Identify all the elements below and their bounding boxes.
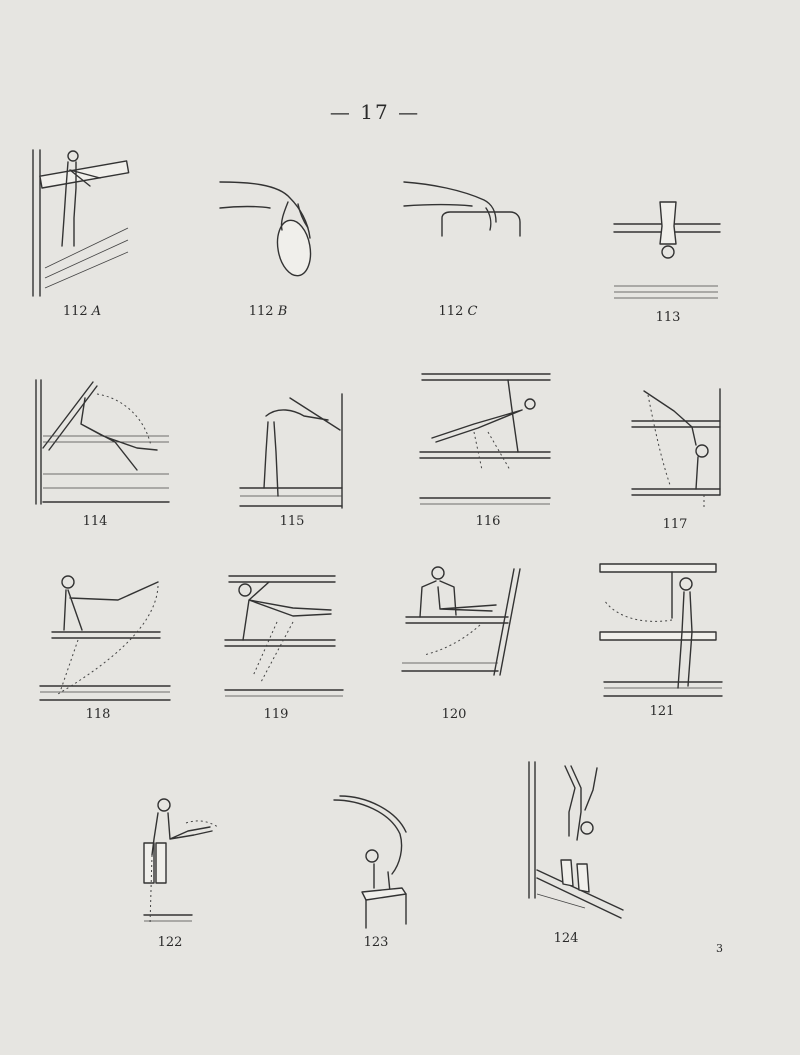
- figure-caption: 120: [441, 707, 467, 722]
- figure-caption: 112 B: [248, 304, 288, 319]
- sheet-mark: 3: [716, 942, 723, 955]
- figure-123-illustration: [330, 792, 410, 932]
- figure-112a-illustration: [30, 148, 135, 298]
- figure-caption: 121: [649, 704, 675, 719]
- figure-caption: 122: [157, 935, 183, 950]
- figure-112b-illustration: [218, 178, 318, 278]
- figure-caption: 119: [263, 707, 289, 722]
- figure-124-illustration: [525, 760, 630, 920]
- figure-caption: 124: [553, 931, 579, 946]
- figure-112c-illustration: [402, 178, 527, 243]
- figure-118-illustration: [38, 570, 173, 703]
- figure-113-illustration: [612, 196, 724, 306]
- figure-121-illustration: [598, 560, 723, 700]
- figure-119-illustration: [223, 572, 348, 702]
- figure-122-illustration: [136, 795, 221, 930]
- figure-caption: 116: [475, 514, 501, 529]
- figure-caption: 113: [655, 310, 681, 325]
- figure-caption: 112 C: [438, 304, 478, 319]
- figure-114-illustration: [33, 378, 171, 506]
- figure-120-illustration: [400, 565, 525, 683]
- figure-caption: 114: [82, 514, 108, 529]
- figure-caption: 123: [363, 935, 389, 950]
- figure-caption: 112 A: [62, 304, 102, 319]
- page-number: — 17 —: [329, 100, 421, 124]
- figure-117-illustration: [630, 385, 725, 513]
- figure-caption: 117: [662, 517, 688, 532]
- figure-116-illustration: [418, 370, 553, 508]
- figure-115-illustration: [238, 392, 348, 510]
- figure-caption: 118: [85, 707, 111, 722]
- figure-caption: 115: [279, 514, 305, 529]
